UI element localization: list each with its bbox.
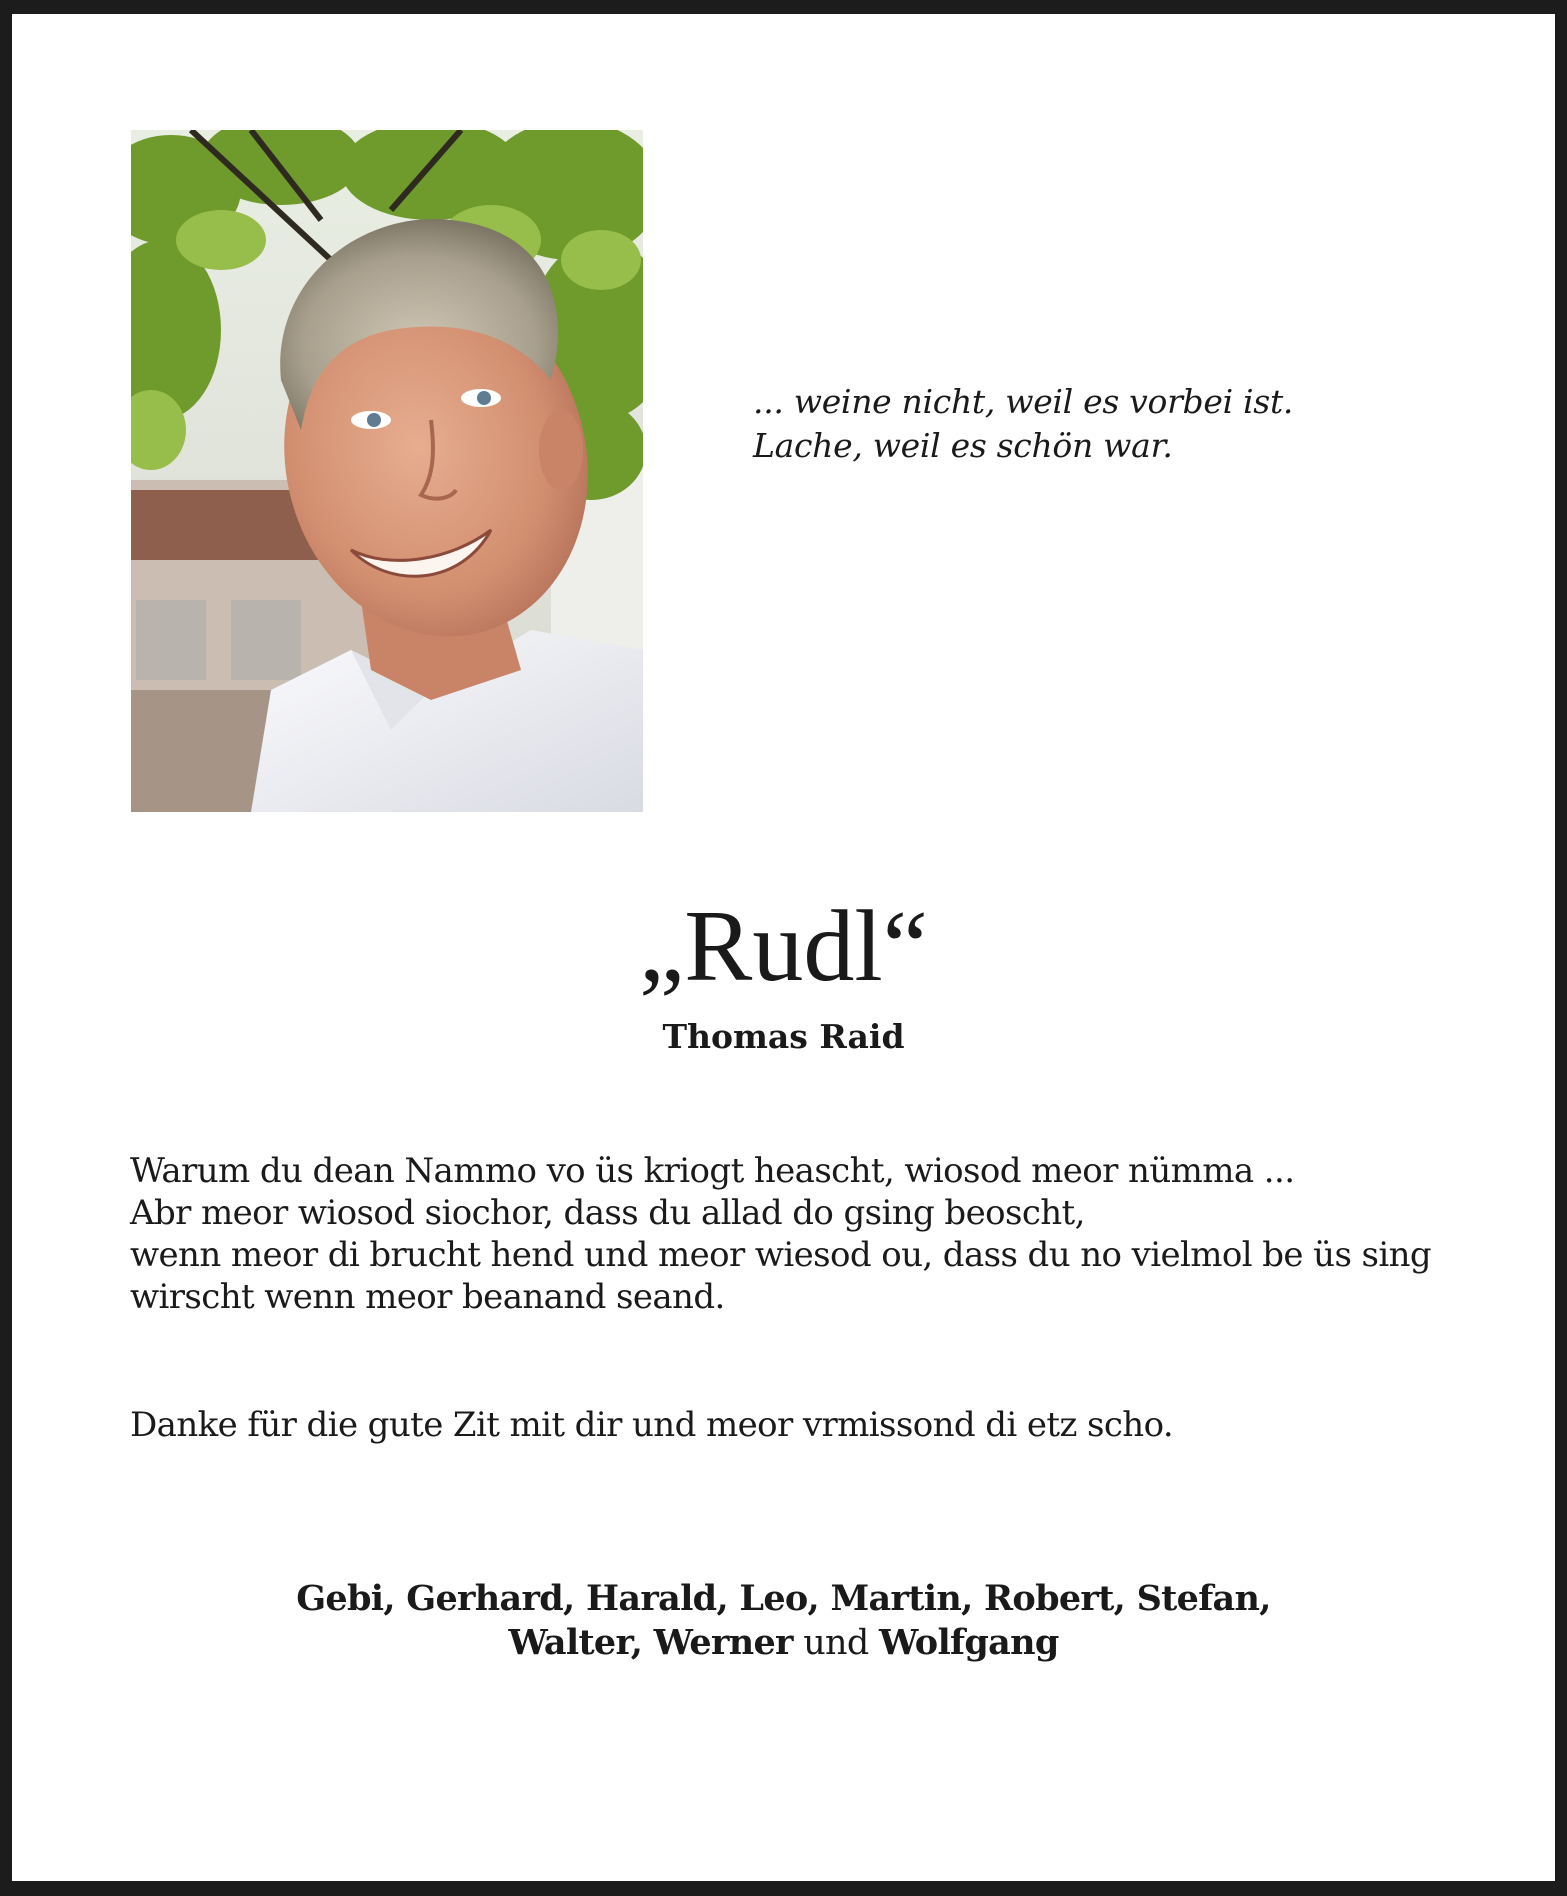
poem-text <box>130 1150 1431 1318</box>
signers-last-name: Wolfgang <box>879 1622 1059 1663</box>
signers-block <box>12 1577 1555 1665</box>
signers-line-1 <box>12 1577 1555 1621</box>
motto-line-1: ... weine nicht, weil es vorbei ist. <box>753 382 1294 421</box>
signers-line-2 <box>12 1621 1555 1665</box>
poem-line: wenn meor di brucht hend und meor wiesod ou, dass du no vielmol be üs sing <box>130 1235 1432 1275</box>
motto-quote <box>753 380 1293 468</box>
portrait-illustration <box>131 130 643 812</box>
signers-names: Gebi, Gerhard, Harald, Leo, Martin, Robert, Stefan, <box>296 1578 1271 1619</box>
thanks-text: Danke für die gute Zit mit dir und meor vrmissond di etz scho. <box>130 1405 1174 1445</box>
poem-line: wirscht wenn meor beanand seand. <box>130 1277 725 1317</box>
signers-conjunction: und <box>803 1623 869 1663</box>
deceased-name: Thomas Raid <box>662 1017 905 1056</box>
motto-line-2: Lache, weil es schön war. <box>753 426 1173 465</box>
signers-names: Walter, Werner <box>508 1622 793 1663</box>
portrait-photo <box>131 130 643 812</box>
deceased-nickname: „Rudl“ <box>639 890 928 1003</box>
poem-line: Abr meor wiosod siochor, dass du allad do gsing beoscht, <box>130 1193 1085 1233</box>
poem-line: Warum du dean Nammo vo üs kriogt heascht, wiosod meor nümma ... <box>130 1151 1295 1191</box>
